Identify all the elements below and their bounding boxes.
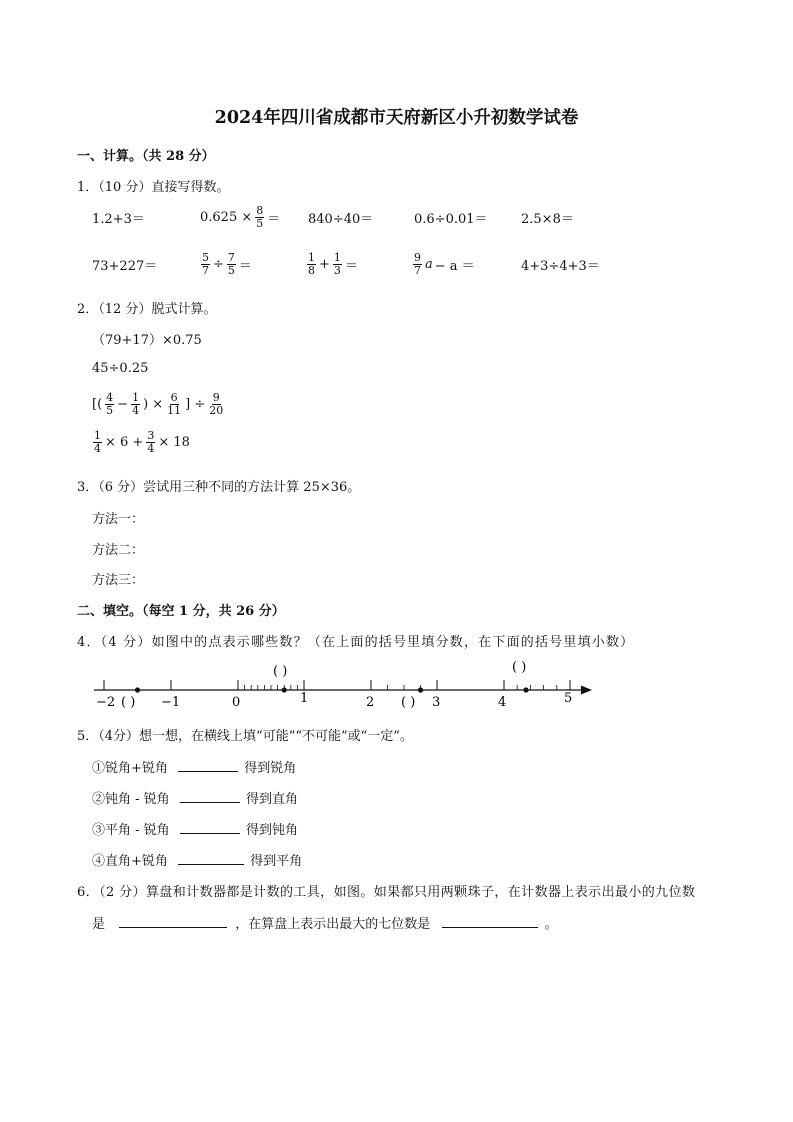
arrow-head-icon — [581, 686, 592, 695]
answer-blank[interactable] — [180, 789, 240, 803]
q3-method-2: 方法二： — [92, 543, 145, 558]
point-c — [418, 687, 423, 692]
q5-item-3-text: ③平角 - 锐角 — [92, 823, 170, 838]
fraction — [333, 252, 342, 276]
fraction — [93, 430, 102, 454]
q6-text-c: 。 — [544, 917, 558, 932]
q1-r2-c4-rest: − a ＝ — [434, 258, 475, 274]
tick-label-minus-2: −2 — [96, 695, 116, 710]
answer-blank[interactable] — [178, 758, 238, 772]
divide-sign: ÷ — [213, 256, 224, 272]
fraction — [166, 392, 182, 416]
denominator: 11 — [167, 403, 182, 417]
q5-item-1-text: ①锐角+锐角 — [92, 761, 168, 776]
answer-blank[interactable] — [119, 914, 227, 928]
fraction — [255, 205, 264, 229]
numerator: 6 — [170, 391, 178, 404]
answer-paren-top-2: ( ) — [512, 660, 527, 675]
q2-label: 2．（12 分）脱式计算。 — [77, 302, 217, 317]
fraction — [227, 252, 236, 276]
fraction — [208, 392, 224, 416]
numerator: 1 — [333, 251, 341, 264]
times-18: × 18 — [158, 434, 190, 450]
q5-item-3-result: 得到钝角 — [245, 823, 298, 838]
answer-blank[interactable] — [178, 851, 244, 865]
tick-label-3: 3 — [432, 695, 441, 710]
q1-r1-c2-text: 0.625 × — [200, 209, 253, 225]
q1-r2-c1: 73+227＝ — [92, 259, 158, 274]
q6-text-b: ，在算盘上表示出最大的七位数是 — [235, 917, 431, 932]
fraction — [146, 430, 155, 454]
q1-r2-c4 — [412, 250, 475, 276]
numerator: 1 — [94, 429, 101, 442]
q3-method-3: 方法三： — [92, 573, 145, 588]
q2-expr-2: 45÷0.25 — [92, 361, 149, 376]
minor-ticks-0-1 — [245, 685, 298, 690]
q6-line-1: 6．（2 分）算盘和计数器都是计数的工具，如图。如果都只用两颗珠子，在计数器上表示出最小的九位数 — [77, 885, 696, 900]
tick-label-0: 0 — [232, 695, 241, 710]
denominator: 4 — [94, 441, 101, 455]
variable-a: a — [425, 256, 433, 272]
point-d — [523, 687, 528, 692]
denominator: 5 — [106, 403, 114, 417]
q6-line-2 — [92, 913, 558, 932]
q5-item-4-text: ④直角+锐角 — [92, 854, 168, 869]
denominator: 5 — [227, 263, 235, 277]
bracket-divide: ] ÷ — [185, 396, 206, 412]
answer-blank[interactable] — [442, 914, 538, 928]
q1-r2-c5: 4+3÷4+3＝ — [521, 259, 600, 274]
q5-label: 5．（4分）想一想，在横线上填“可能”“不可能”或“一定”。 — [77, 729, 413, 744]
q5-item-2-result: 得到直角 — [245, 792, 298, 807]
fraction — [105, 392, 114, 416]
page-title: 2024年四川省成都市天府新区小升初数学试卷 — [214, 108, 579, 128]
q5-item-1-result: 得到锐角 — [244, 761, 297, 776]
bracket-open: [( — [92, 396, 103, 412]
tick-label-2: 2 — [366, 695, 375, 710]
tick-label-5: 5 — [564, 691, 573, 706]
q2-expr-3 — [92, 392, 225, 416]
denominator: 8 — [308, 263, 315, 277]
answer-paren-top-1: ( ) — [273, 664, 288, 679]
q1-r1-c2 — [200, 205, 280, 229]
number-line — [90, 655, 600, 710]
q6-text-a: 是 — [92, 917, 106, 932]
answer-blank[interactable] — [180, 820, 240, 834]
q5-item-2 — [92, 788, 298, 807]
q2-expr-4 — [92, 428, 190, 454]
section-2-heading: 二、填空。（每空 1 分，共 26 分） — [77, 604, 285, 619]
point-b — [282, 687, 287, 692]
numerator: 5 — [202, 251, 209, 264]
q3-method-1: 方法一： — [92, 512, 145, 527]
q1-r2-c3 — [306, 250, 358, 276]
numerator: 8 — [256, 204, 264, 217]
tick-label-minus-1: −1 — [161, 695, 181, 710]
q2-expr-1: （79+17）×0.75 — [92, 333, 202, 348]
section-1-heading: 一、计算。（共 28 分） — [77, 149, 215, 164]
fraction — [201, 252, 210, 276]
numerator: 4 — [106, 391, 114, 404]
numerator: 1 — [308, 251, 315, 264]
answer-paren-bottom-2: ( ) — [401, 695, 416, 710]
times-plus: × 6 + — [105, 434, 144, 450]
q5-item-4-result: 得到平角 — [250, 854, 303, 869]
tick-label-4: 4 — [498, 695, 507, 710]
q1-label: 1．（10 分）直接写得数。 — [77, 180, 230, 195]
plus-sign: + — [319, 256, 330, 272]
denominator: 7 — [414, 263, 421, 277]
equals: ＝ — [267, 211, 281, 227]
tick-label-1: 1 — [300, 691, 309, 706]
q5-item-3 — [92, 819, 298, 838]
fraction — [307, 252, 316, 276]
numerator: 3 — [147, 429, 155, 442]
q5-item-2-text: ②钝角 - 锐角 — [92, 792, 170, 807]
q1-r1-c5: 2.5×8＝ — [521, 212, 574, 227]
answer-paren-bottom-1: ( ) — [121, 695, 136, 710]
equals: ＝ — [238, 258, 252, 274]
q4-label: 4．（4 分）如图中的点表示哪些数？（在上面的括号里填分数，在下面的括号里填小数） — [77, 635, 635, 650]
q1-r1-c1: 1.2+3＝ — [92, 212, 145, 227]
fraction — [413, 252, 422, 276]
fraction — [131, 392, 140, 416]
denominator: 20 — [209, 403, 224, 417]
numerator: 9 — [414, 251, 421, 264]
q1-r2-c2 — [200, 250, 252, 276]
numerator: 7 — [227, 251, 235, 264]
q5-item-4 — [92, 850, 302, 869]
denominator: 4 — [132, 403, 140, 417]
q1-r1-c3: 840÷40＝ — [308, 212, 374, 227]
minus-sign: − — [117, 396, 129, 412]
numerator: 1 — [132, 391, 140, 404]
paren-times: ) × — [143, 396, 164, 412]
q1-r1-c4: 0.6÷0.01＝ — [414, 212, 488, 227]
denominator: 4 — [147, 441, 155, 455]
q5-item-1 — [92, 757, 296, 776]
minor-ticks-4-5 — [517, 685, 557, 690]
equals: ＝ — [344, 258, 358, 274]
denominator: 7 — [202, 263, 209, 277]
q3-label: 3．（6 分）尝试用三种不同的方法计算 25×36。 — [77, 480, 361, 495]
denominator: 5 — [256, 216, 264, 230]
numerator: 9 — [212, 391, 220, 404]
denominator: 3 — [333, 263, 341, 277]
point-a — [135, 687, 140, 692]
minor-ticks-2-3 — [388, 685, 421, 690]
